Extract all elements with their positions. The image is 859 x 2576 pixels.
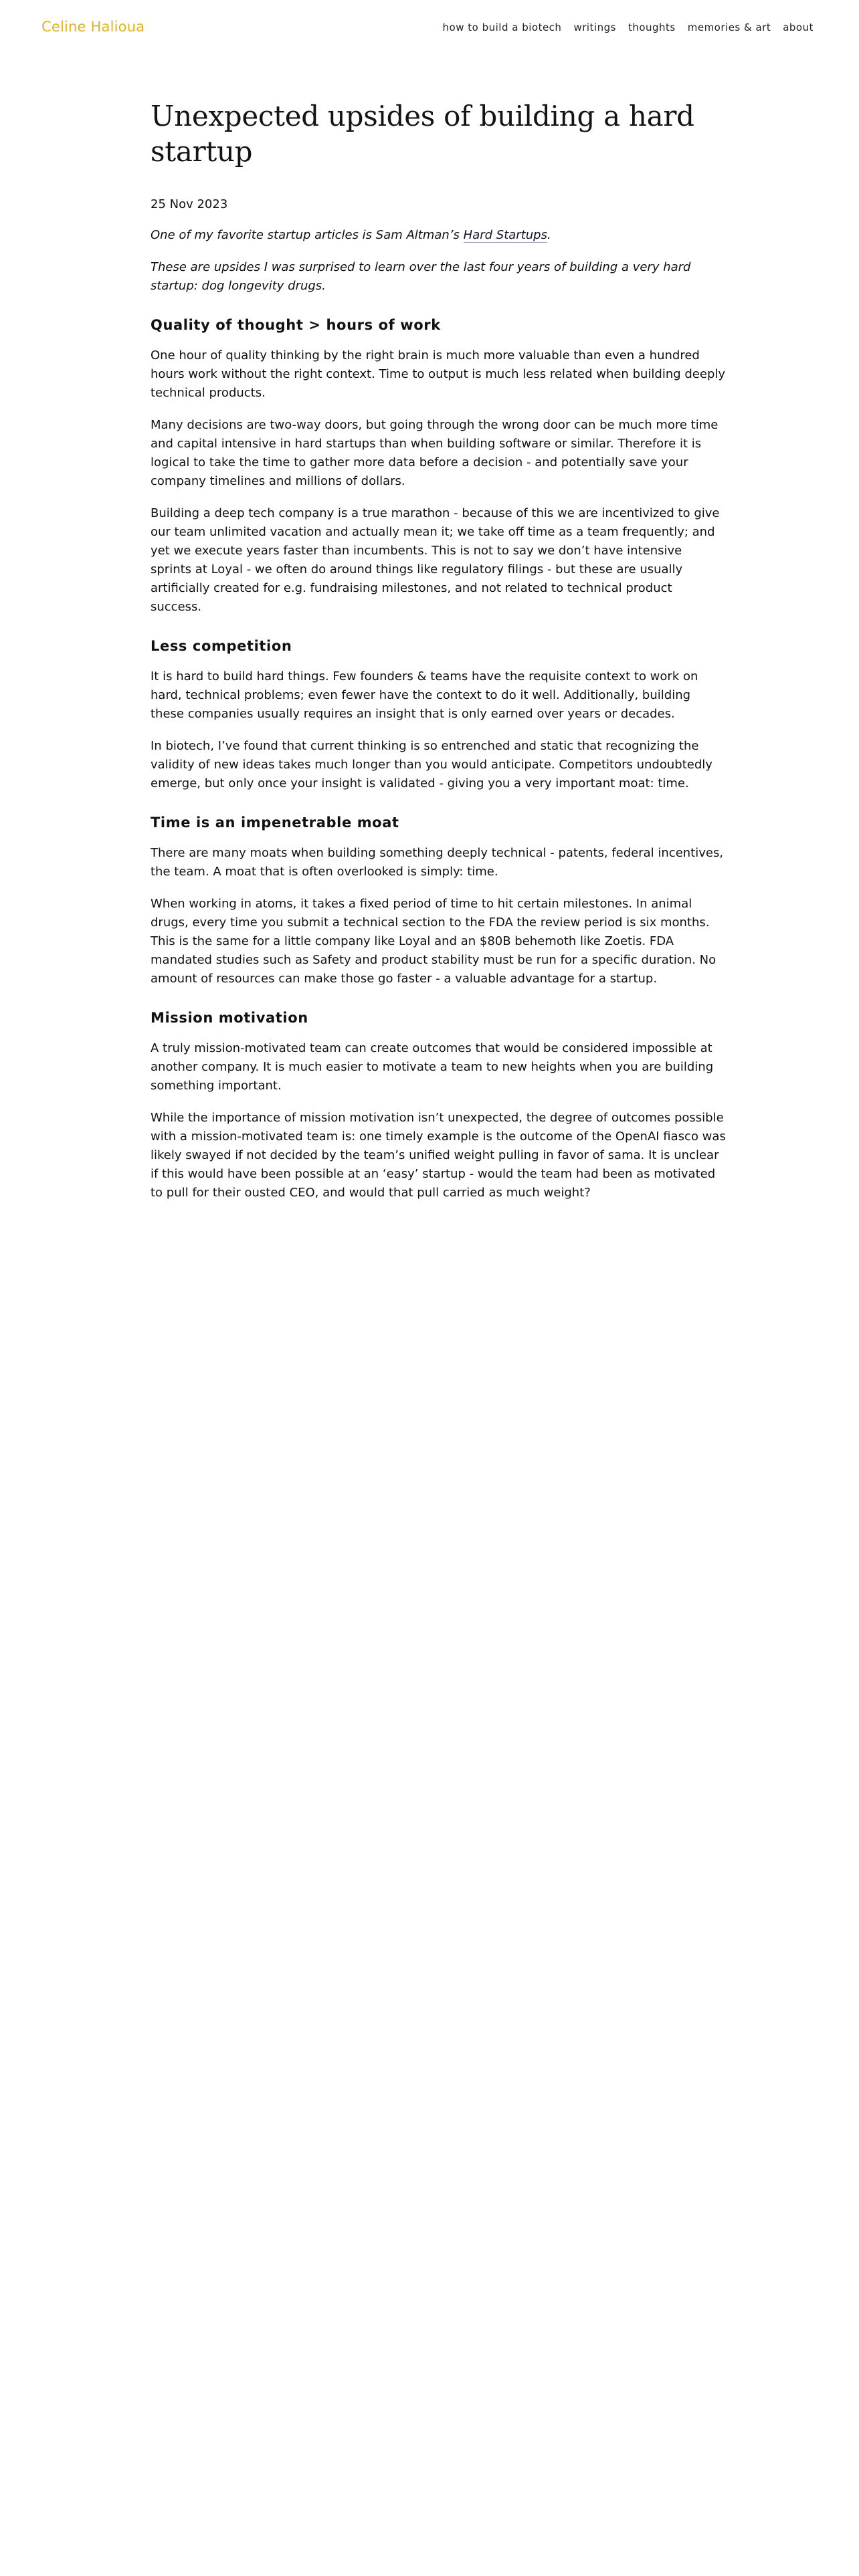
section-heading: Less competition — [151, 638, 292, 654]
section-paragraph: There are many moats when building something deeply technical - patents, federal incentives, the team. A moat that is often overlooked is simply: time. — [151, 846, 724, 879]
article — [151, 99, 726, 1216]
section-heading: Mission motivation — [151, 1010, 308, 1026]
section-heading: Time is an impenetrable moat — [151, 815, 399, 831]
site-logo-link[interactable]: Celine Halioua — [41, 19, 145, 35]
site-header — [0, 0, 859, 56]
section-heading: Quality of thought > hours of work — [151, 317, 441, 333]
section-paragraph: In biotech, I’ve found that current thinking is so entrenched and static that recognizing the validity of new ideas takes much longer than you would anticipate. Competitors undoubtedly emerge, but only once your insight is validated - giving you a very important moat: time. — [151, 739, 712, 790]
hard-startups-link[interactable]: Hard Startups — [463, 228, 547, 242]
article-intro — [151, 226, 726, 245]
section-less-competition — [151, 638, 726, 793]
nav-link-memories-art[interactable]: memories & art — [687, 21, 771, 33]
section-time-moat — [151, 815, 726, 988]
section-mission-motivation — [151, 1010, 726, 1202]
article-date: 25 Nov 2023 — [151, 197, 228, 211]
section-paragraph: When working in atoms, it takes a fixed period of time to hit certain milestones. In animal drugs, every time you submit a technical section to the FDA the review period is six months. This is the same for a little company like Loyal and an $80B behemoth like Zoetis. FDA mandated studies such as Safety and product stability must be run for a specific duration. No amount of resources can make those go faster - a valuable advantage for a startup. — [151, 897, 717, 986]
section-paragraph: Building a deep tech company is a true marathon - because of this we are incentivized to give our team unlimited vacation and actually mean it; we take off time as a team frequently; and yet we execute years faster than incumbents. This is not to say we don’t have intensive sprints at Loyal - we often do around things like regulatory filings - but these are usually artificially created for e.g. fundraising milestones, and not related to technical product success. — [151, 506, 720, 614]
section-paragraph: While the importance of mission motivation isn’t unexpected, the degree of outcomes possible with a mission-motivated team is: one timely example is the outcome of the OpenAI fiasco was likely swayed if not decided by the team’s unified weight pulling in favor of sama. It is unclear if this would have been possible at an ‘easy’ startup - would the team had been as motivated to pull for their ousted CEO, and would that pull carried as much weight? — [151, 1111, 726, 1200]
section-paragraph: One hour of quality thinking by the right brain is much more valuable than even a hundred hours work without the right context. Time to output is much less related when building deeply technical products. — [151, 348, 726, 400]
article-intro-2: These are upsides I was surprised to learn over the last four years of building a very hard startup: dog longevity drugs. — [151, 260, 691, 293]
section-paragraph: Many decisions are two-way doors, but going through the wrong door can be much more time and capital intensive in hard startups than when building software or similar. Therefore it is logical to take the time to gather more data before a decision - and potentially save your company timelines and millions of dollars. — [151, 418, 719, 488]
section-paragraph: It is hard to build hard things. Few founders & teams have the requisite context to work on hard, technical problems; even fewer have the context to do it well. Additionally, building these companies usually requires an insight that is only earned over years or decades. — [151, 669, 698, 721]
nav-link-about[interactable]: about — [783, 21, 814, 33]
section-quality-of-thought — [151, 317, 726, 617]
site-nav — [443, 21, 814, 33]
section-paragraph: A truly mission-motivated team can create outcomes that would be considered impossible at another company. It is much easier to motivate a team to new heights when you are building something important. — [151, 1041, 714, 1093]
article-title: Unexpected upsides of building a hard startup — [151, 100, 694, 168]
nav-link-how-to-build-a-biotech[interactable]: how to build a biotech — [442, 21, 562, 33]
nav-link-writings[interactable]: writings — [573, 21, 616, 33]
intro-suffix: . — [547, 228, 551, 242]
nav-link-thoughts[interactable]: thoughts — [628, 21, 676, 33]
intro-prefix: One of my favorite startup articles is Sam Altman’s — [151, 228, 464, 242]
